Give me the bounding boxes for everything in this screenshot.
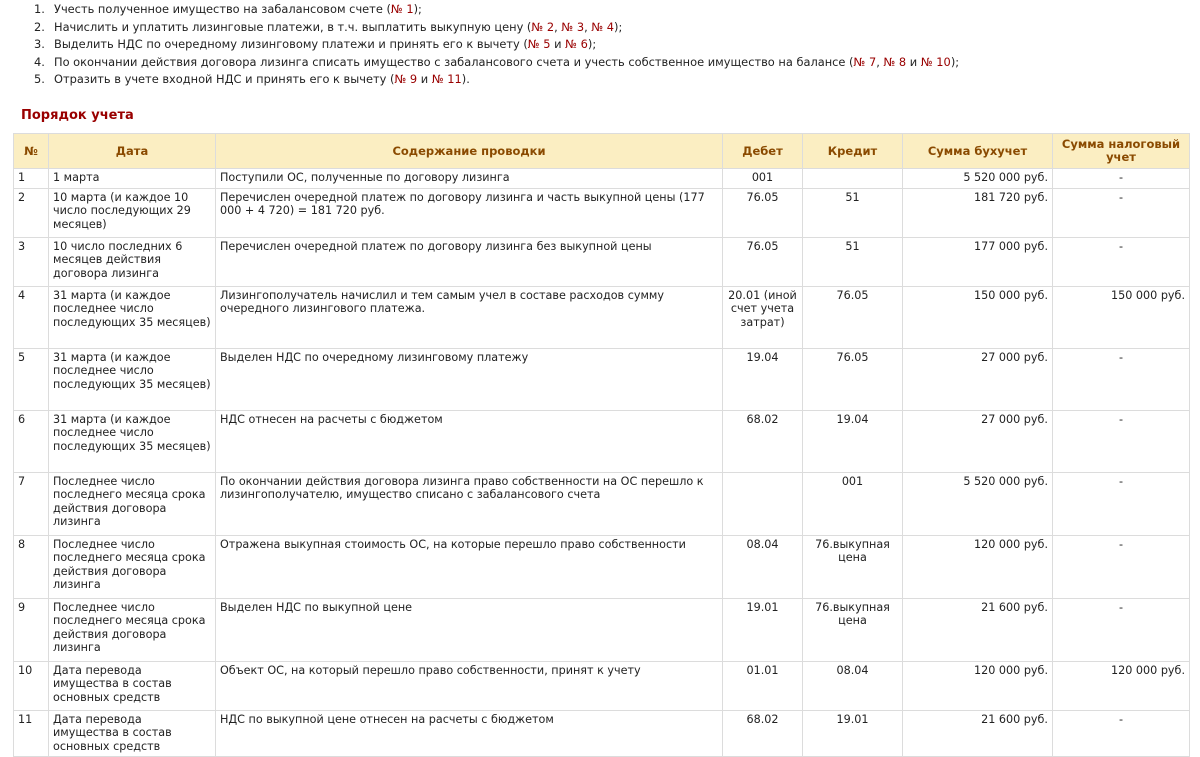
step-tail: ).: [461, 72, 470, 87]
header-no: №: [14, 134, 49, 169]
cell-sum: 21 600 руб.: [903, 598, 1053, 661]
cell-date: Последнее число последнего месяца срока действия договора лизинга: [49, 472, 216, 535]
table-row: [14, 237, 1190, 286]
cell-date: 31 марта (и каждое последнее число последующих 35 месяцев): [49, 286, 216, 348]
step-tail: );: [413, 2, 422, 16]
cell-tax: -: [1053, 237, 1190, 286]
table-row: [14, 535, 1190, 598]
cell-credit: 51: [803, 237, 903, 286]
entry-link[interactable]: № 5: [527, 37, 551, 52]
cell-date: Последнее число последнего месяца срока действия договора лизинга: [49, 535, 216, 598]
step-number: 5.: [34, 72, 45, 87]
cell-content: НДС отнесен на расчеты с бюджетом: [216, 410, 723, 472]
cell-content: НДС по выкупной цене отнесен на расчеты с бюджетом: [216, 710, 723, 757]
cell-content: Лизингополучатель начислил и тем самым учел в составе расходов сумму очередного лизингового платежа.: [216, 286, 723, 348]
cell-debit: 68.02: [723, 410, 803, 472]
table-row: [14, 348, 1190, 410]
step-text-wrap: [54, 1, 422, 19]
cell-credit: 19.04: [803, 410, 903, 472]
cell-no: 5: [14, 348, 49, 410]
header-sum-tax: Сумма налоговый учет: [1053, 134, 1190, 169]
cell-date: 10 число последних 6 месяцев действия договора лизинга: [49, 237, 216, 286]
header-date: Дата: [49, 134, 216, 169]
cell-content: Перечислен очередной платеж по договору лизинга и часть выкупной цены (177 000 + 4 720) = 181 720 руб.: [216, 188, 723, 237]
cell-tax: -: [1053, 410, 1190, 472]
table-row: [14, 710, 1190, 757]
cell-content: По окончании действия договора лизинга право собственности на ОС перешло к лизингополучателю, имущество списано с забалансового счета: [216, 472, 723, 535]
entry-link[interactable]: № 3: [561, 19, 585, 34]
table-row: [14, 598, 1190, 661]
entry-link[interactable]: № 6: [565, 37, 588, 52]
header-credit: Кредит: [803, 134, 903, 169]
cell-no: 4: [14, 286, 49, 348]
step-item: [0, 54, 1200, 72]
cell-sum: 181 720 руб.: [903, 188, 1053, 237]
link-separator: ,: [554, 19, 562, 34]
step-text: Учесть полученное имущество на забалансовом счете (: [54, 2, 391, 16]
step-item: [0, 19, 1200, 37]
cell-debit: [723, 472, 803, 535]
cell-tax: -: [1053, 535, 1190, 598]
cell-credit: 76.выкупная цена: [803, 598, 903, 661]
cell-debit: 76.05: [723, 188, 803, 237]
step-item: [0, 36, 1200, 54]
step-text: Выделить НДС по очередному лизинговому платежи и принять его к вычету (: [54, 37, 528, 52]
step-number: 4.: [34, 54, 45, 69]
cell-content: Отражена выкупная стоимость ОС, на которые перешло право собственности: [216, 535, 723, 598]
header-debit: Дебет: [723, 134, 803, 169]
cell-no: 7: [14, 472, 49, 535]
steps-list: [0, 0, 1200, 89]
cell-sum: 5 520 000 руб.: [903, 169, 1053, 189]
cell-tax: -: [1053, 598, 1190, 661]
cell-sum: 5 520 000 руб.: [903, 472, 1053, 535]
cell-debit: 76.05: [723, 237, 803, 286]
step-text-wrap: [54, 19, 622, 37]
entry-link[interactable]: № 7: [853, 54, 877, 69]
step-text-wrap: [54, 36, 596, 54]
cell-sum: 27 000 руб.: [903, 348, 1053, 410]
cell-tax: 120 000 руб.: [1053, 661, 1190, 710]
cell-credit: 001: [803, 472, 903, 535]
table-row: [14, 410, 1190, 472]
cell-debit: 20.01 (иной счет учета затрат): [723, 286, 803, 348]
step-item: [0, 71, 1200, 89]
cell-credit: [803, 169, 903, 189]
link-separator: и: [417, 72, 432, 87]
section-title: Порядок учета: [21, 108, 134, 123]
cell-date: 31 марта (и каждое последнее число последующих 35 месяцев): [49, 348, 216, 410]
cell-sum: 150 000 руб.: [903, 286, 1053, 348]
cell-date: 10 марта (и каждое 10 число последующих 29 месяцев): [49, 188, 216, 237]
cell-content: Выделен НДС по очередному лизинговому платежу: [216, 348, 723, 410]
cell-debit: 68.02: [723, 710, 803, 757]
link-separator: ,: [584, 19, 592, 34]
table-row: [14, 188, 1190, 237]
cell-date: Дата перевода имущества в состав основных средств: [49, 661, 216, 710]
cell-date: 31 марта (и каждое последнее число последующих 35 месяцев): [49, 410, 216, 472]
accounting-table: [13, 133, 1190, 757]
cell-tax: -: [1053, 710, 1190, 757]
entry-link[interactable]: № 1: [390, 2, 414, 16]
cell-no: 3: [14, 237, 49, 286]
cell-sum: 120 000 руб.: [903, 535, 1053, 598]
cell-tax: -: [1053, 169, 1190, 189]
entry-link[interactable]: № 8: [883, 54, 907, 69]
cell-tax: -: [1053, 188, 1190, 237]
step-tail: );: [614, 19, 623, 34]
step-item: [0, 1, 1200, 19]
cell-debit: 19.01: [723, 598, 803, 661]
step-text-wrap: [54, 71, 470, 89]
entry-link[interactable]: № 10: [920, 54, 951, 69]
cell-content: Перечислен очередной платеж по договору лизинга без выкупной цены: [216, 237, 723, 286]
cell-content: Выделен НДС по выкупной цене: [216, 598, 723, 661]
entry-link[interactable]: № 9: [394, 72, 418, 87]
cell-content: Поступили ОС, полученные по договору лизинга: [216, 169, 723, 189]
step-text-wrap: [54, 54, 959, 72]
cell-no: 10: [14, 661, 49, 710]
link-separator: ,: [876, 54, 884, 69]
cell-no: 8: [14, 535, 49, 598]
step-tail: );: [587, 37, 597, 52]
cell-credit: 76.05: [803, 348, 903, 410]
cell-no: 1: [14, 169, 49, 189]
cell-no: 2: [14, 188, 49, 237]
step-number: 3.: [34, 37, 45, 52]
cell-debit: 08.04: [723, 535, 803, 598]
cell-sum: 177 000 руб.: [903, 237, 1053, 286]
cell-credit: 76.05: [803, 286, 903, 348]
table-row: [14, 169, 1190, 189]
header-content: Содержание проводки: [216, 134, 723, 169]
cell-no: 6: [14, 410, 49, 472]
entry-link[interactable]: № 11: [431, 72, 462, 87]
cell-sum: 27 000 руб.: [903, 410, 1053, 472]
cell-tax: -: [1053, 348, 1190, 410]
cell-credit: 08.04: [803, 661, 903, 710]
step-text: Отразить в учете входной НДС и принять его к вычету (: [54, 72, 395, 87]
header-sum-accounting: Сумма бухучет: [903, 134, 1053, 169]
cell-debit: 01.01: [723, 661, 803, 710]
table-header-row: [14, 134, 1190, 169]
link-separator: и: [550, 37, 566, 52]
step-text: Начислить и уплатить лизинговые платежи, в т.ч. выплатить выкупную цену (: [54, 19, 532, 34]
cell-credit: 76.выкупная цена: [803, 535, 903, 598]
link-separator: и: [906, 54, 921, 69]
cell-date: Последнее число последнего месяца срока действия договора лизинга: [49, 598, 216, 661]
cell-date: Дата перевода имущества в состав основных средств: [49, 710, 216, 757]
step-tail: );: [950, 54, 960, 69]
cell-tax: 150 000 руб.: [1053, 286, 1190, 348]
cell-no: 9: [14, 598, 49, 661]
step-text: По окончании действия договора лизинга списать имущество с забалансового счета и учесть собственное имущество на балансе (: [54, 54, 854, 69]
entry-link[interactable]: № 4: [591, 19, 615, 34]
step-number: 2.: [34, 19, 45, 34]
entry-link[interactable]: № 2: [531, 19, 555, 34]
cell-content: Объект ОС, на который перешло право собственности, принят к учету: [216, 661, 723, 710]
step-number: 1.: [34, 2, 45, 16]
table-row: [14, 286, 1190, 348]
table-row: [14, 661, 1190, 710]
cell-credit: 19.01: [803, 710, 903, 757]
cell-debit: 001: [723, 169, 803, 189]
cell-credit: 51: [803, 188, 903, 237]
cell-tax: -: [1053, 472, 1190, 535]
cell-debit: 19.04: [723, 348, 803, 410]
cell-no: 11: [14, 710, 49, 757]
table-row: [14, 472, 1190, 535]
cell-date: 1 марта: [49, 169, 216, 189]
cell-sum: 21 600 руб.: [903, 710, 1053, 757]
cell-sum: 120 000 руб.: [903, 661, 1053, 710]
